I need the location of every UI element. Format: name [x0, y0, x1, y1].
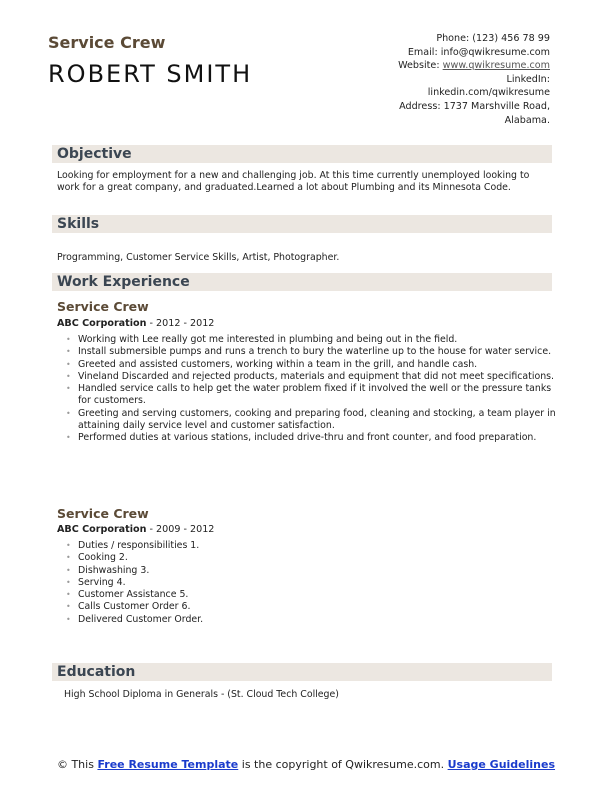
- job-title: Service Crew: [48, 33, 166, 52]
- list-item: • Duties / responsibilities 1.: [66, 540, 556, 552]
- list-item: • Greeted and assisted customers, working within a team in the grill, and handle cash.: [66, 359, 556, 371]
- list-item: • Cooking 2.: [66, 552, 556, 564]
- list-item: • Delivered Customer Order.: [66, 614, 556, 626]
- education-section-header: [52, 663, 552, 681]
- company-name: ABC Corporation: [57, 524, 147, 535]
- list-item: • Vineland Discarded and rejected products, materials and equipment that did not meet specifications.: [66, 371, 556, 383]
- company-name: ABC Corporation: [57, 318, 147, 329]
- list-item: • Performed duties at various stations, included drive-thru and front counter, and food preparation.: [66, 432, 556, 444]
- address-line2: Alabama.: [504, 114, 550, 126]
- job-dates: - 2009 - 2012: [146, 524, 215, 535]
- usage-guidelines-link[interactable]: Usage Guidelines: [447, 758, 556, 771]
- objective-section-header: [52, 145, 552, 163]
- list-item: • Dishwashing 3.: [66, 565, 556, 577]
- skills-section-header: [52, 215, 552, 233]
- list-item: • Install submersible pumps and runs a trench to bury the waterline up to the house for water service.: [66, 346, 556, 358]
- education-text: High School Diploma in Generals - (St. Cloud Tech College): [64, 689, 339, 700]
- address-line1: Address: 1737 Marshville Road,: [399, 100, 550, 112]
- footer-prefix: © This: [56, 758, 98, 771]
- free-resume-template-link[interactable]: Free Resume Template: [97, 758, 239, 771]
- job-title-1: Service Crew: [57, 299, 149, 314]
- list-item: • Greeting and serving customers, cooking and preparing food, cleaning and stocking, a team player in attaining daily service level and customer satisfaction.: [66, 408, 556, 433]
- job-bullets-1: [66, 334, 556, 445]
- linkedin: linkedin.com/qwikresume: [427, 87, 550, 99]
- contact-info: [330, 32, 550, 127]
- website-label: Website:: [398, 60, 443, 72]
- list-item: • Handled service calls to help get the water problem fixed if it involved the well or the pressure tanks for customers.: [66, 383, 556, 408]
- candidate-name: ROBERT SMITH: [48, 60, 253, 88]
- footer-middle: is the copyright of Qwikresume.com.: [238, 758, 448, 771]
- linkedin-label: LinkedIn:: [506, 73, 550, 85]
- list-item: • Working with Lee really got me interested in plumbing and being out in the field.: [66, 334, 556, 346]
- objective-text: Looking for employment for a new and challenging job. At this time currently unemployed looking to work for a great company, and graduated.Learned a lot about Plumbing and its Minnesota Code.: [57, 170, 530, 193]
- job-bullets-2: [66, 540, 556, 626]
- skills-heading: Skills: [57, 216, 100, 232]
- objective-heading: Objective: [57, 146, 132, 162]
- work-section-header: [52, 273, 552, 291]
- list-item: • Customer Assistance 5.: [66, 589, 556, 601]
- footer: [0, 758, 612, 771]
- list-item: • Calls Customer Order 6.: [66, 601, 556, 613]
- job-dates: - 2012 - 2012: [146, 318, 215, 329]
- list-item: • Serving 4.: [66, 577, 556, 589]
- job-company-2: [57, 524, 214, 535]
- phone: Phone: (123) 456 78 99: [436, 33, 550, 44]
- education-heading: Education: [57, 664, 136, 680]
- work-heading: Work Experience: [57, 274, 190, 290]
- email: Email: info@qwikresume.com: [407, 46, 550, 58]
- website-link[interactable]: www.qwikresume.com: [442, 60, 550, 72]
- job-company-1: [57, 318, 214, 329]
- job-title-2: Service Crew: [57, 506, 149, 521]
- skills-text: Programming, Customer Service Skills, Artist, Photographer.: [57, 252, 340, 263]
